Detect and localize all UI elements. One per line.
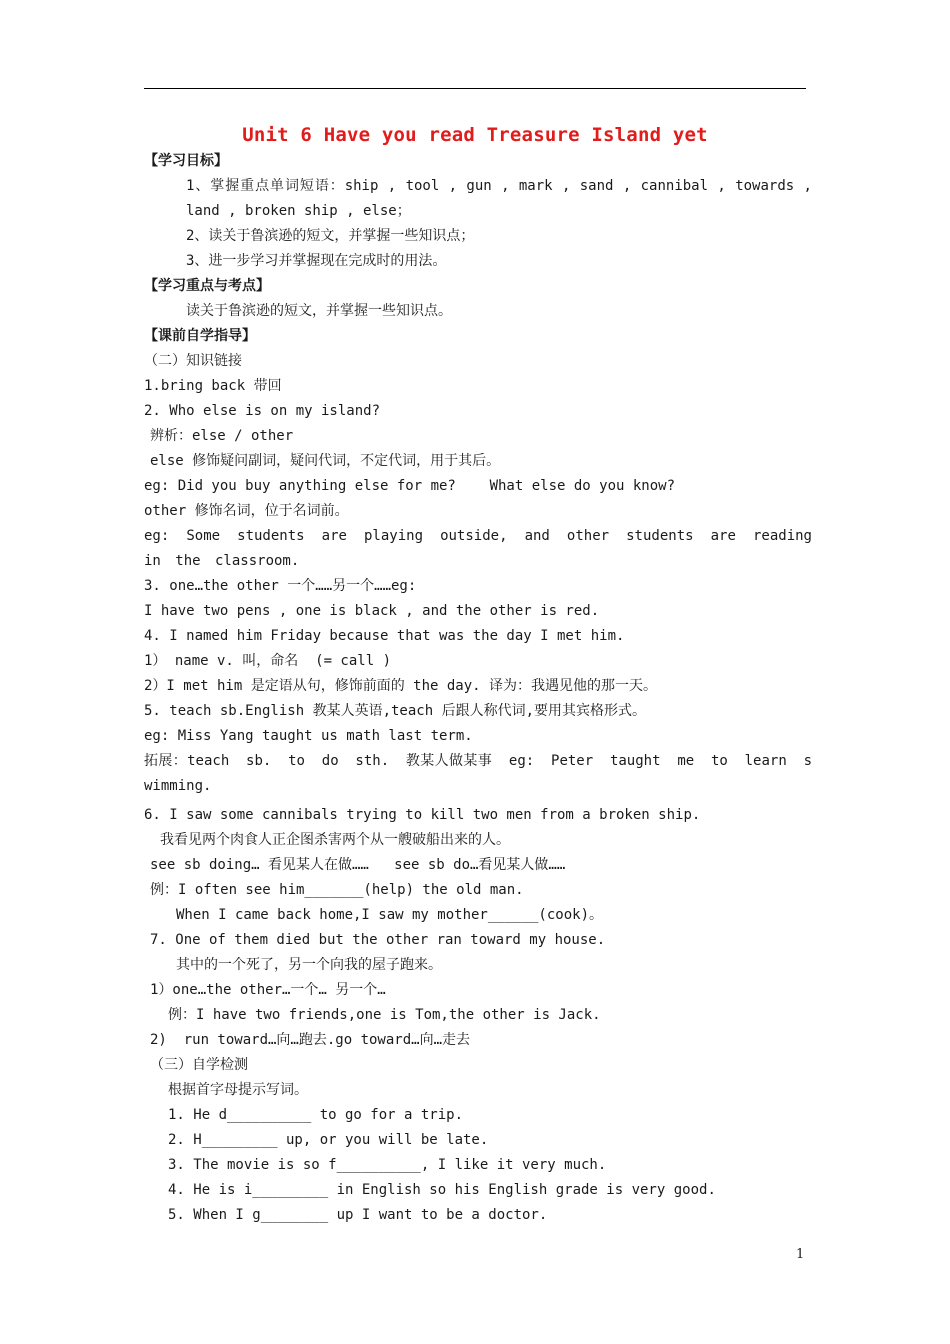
link-heading: （二）知识链接 [144,353,242,369]
objective-item: 3、进一步学习并掌握现在完成时的用法。 [186,253,447,269]
note-line: 1.bring back 带回 [144,378,282,394]
keypoints-text: 读关于鲁滨逊的短文，并掌握一些知识点。 [186,303,452,319]
objective-item: 2、读关于鲁滨逊的短文，并掌握一些知识点； [186,228,475,244]
selftest-heading: （三）自学检测 [150,1057,248,1073]
note-line: 例：I have two friends,one is Tom,the other is Jack. [168,1007,601,1023]
selftest-item: 3. The movie is so f__________, I like it very much. [168,1157,607,1173]
note-line: 1）one…the other…一个… 另一个… [150,982,386,998]
note-line: 2) run toward…向…跑去.go toward…向…走去 [150,1032,471,1048]
objectives-heading: 【学习目标】 [144,153,228,169]
note-line: eg: Did you buy anything else for me? What else do you know? [144,478,676,494]
note-line: 例：I often see him_______(help) the old man. [150,882,524,898]
selftest-item: 1. He d__________ to go for a trip. [168,1107,464,1123]
note-line: 4. I named him Friday because that was the day I met him. [144,628,625,644]
note-line: 5. teach sb.English 教某人英语,teach 后跟人称代词,要用其宾格形式。 [144,703,647,719]
selftest-item: 5. When I g________ up I want to be a doctor. [168,1207,548,1223]
document-body [144,149,812,1228]
note-line: 拓展：teach sb. to do sth. 教某人做某事 eg: Peter taught me to learn swimming. [144,753,812,794]
note-line: I have two pens , one is black , and the other is red. [144,603,600,619]
header-rule [144,88,806,89]
note-line: 1） name v. 叫，命名 (= call ) [144,653,392,669]
page-number: 1 [796,1247,805,1262]
note-line: other 修饰名词，位于名词前。 [144,503,349,519]
note-line: see sb doing… 看见某人在做…… see sb do…看见某人做…… [150,857,566,873]
note-line: eg: Some students are playing outside, and other students are reading in the classroom. [144,528,812,569]
guide-heading: 【课前自学指导】 [144,328,256,344]
note-line: else 修饰疑问副词，疑问代词，不定代词，用于其后。 [150,453,501,469]
note-line: 2）I met him 是定语从句，修饰前面的 the day. 译为：我遇见他的那一天。 [144,678,658,694]
note-line: 辨析：else / other [150,428,294,444]
selftest-item: 2. H_________ up, or you will be late. [168,1132,489,1148]
selftest-instruction: 根据首字母提示写词。 [168,1082,308,1098]
keypoints-heading: 【学习重点与考点】 [144,278,270,294]
note-line: 其中的一个死了，另一个向我的屋子跑来。 [176,957,442,973]
objective-item: 1、掌握重点单词短语：ship , tool , gun , mark , sand , cannibal , towards , land , broken ship , else； [186,178,812,219]
note-line: 6. I saw some cannibals trying to kill two men from a broken ship. [144,807,701,823]
note-line: 3. one…the other 一个……另一个……eg: [144,578,417,594]
note-line: eg: Miss Yang taught us math last term. [144,728,473,744]
note-line: 我看见两个肉食人正企图杀害两个从一艘破船出来的人。 [160,832,510,848]
note-line: 2. Who else is on my island? [144,403,381,419]
note-line: When I came back home,I saw my mother______(cook)。 [176,907,604,923]
note-line: 7. One of them died but the other ran toward my house. [150,932,606,948]
page-title: Unit 6 Have you read Treasure Island yet [242,124,708,146]
selftest-item: 4. He is i_________ in English so his English grade is very good. [168,1182,716,1198]
